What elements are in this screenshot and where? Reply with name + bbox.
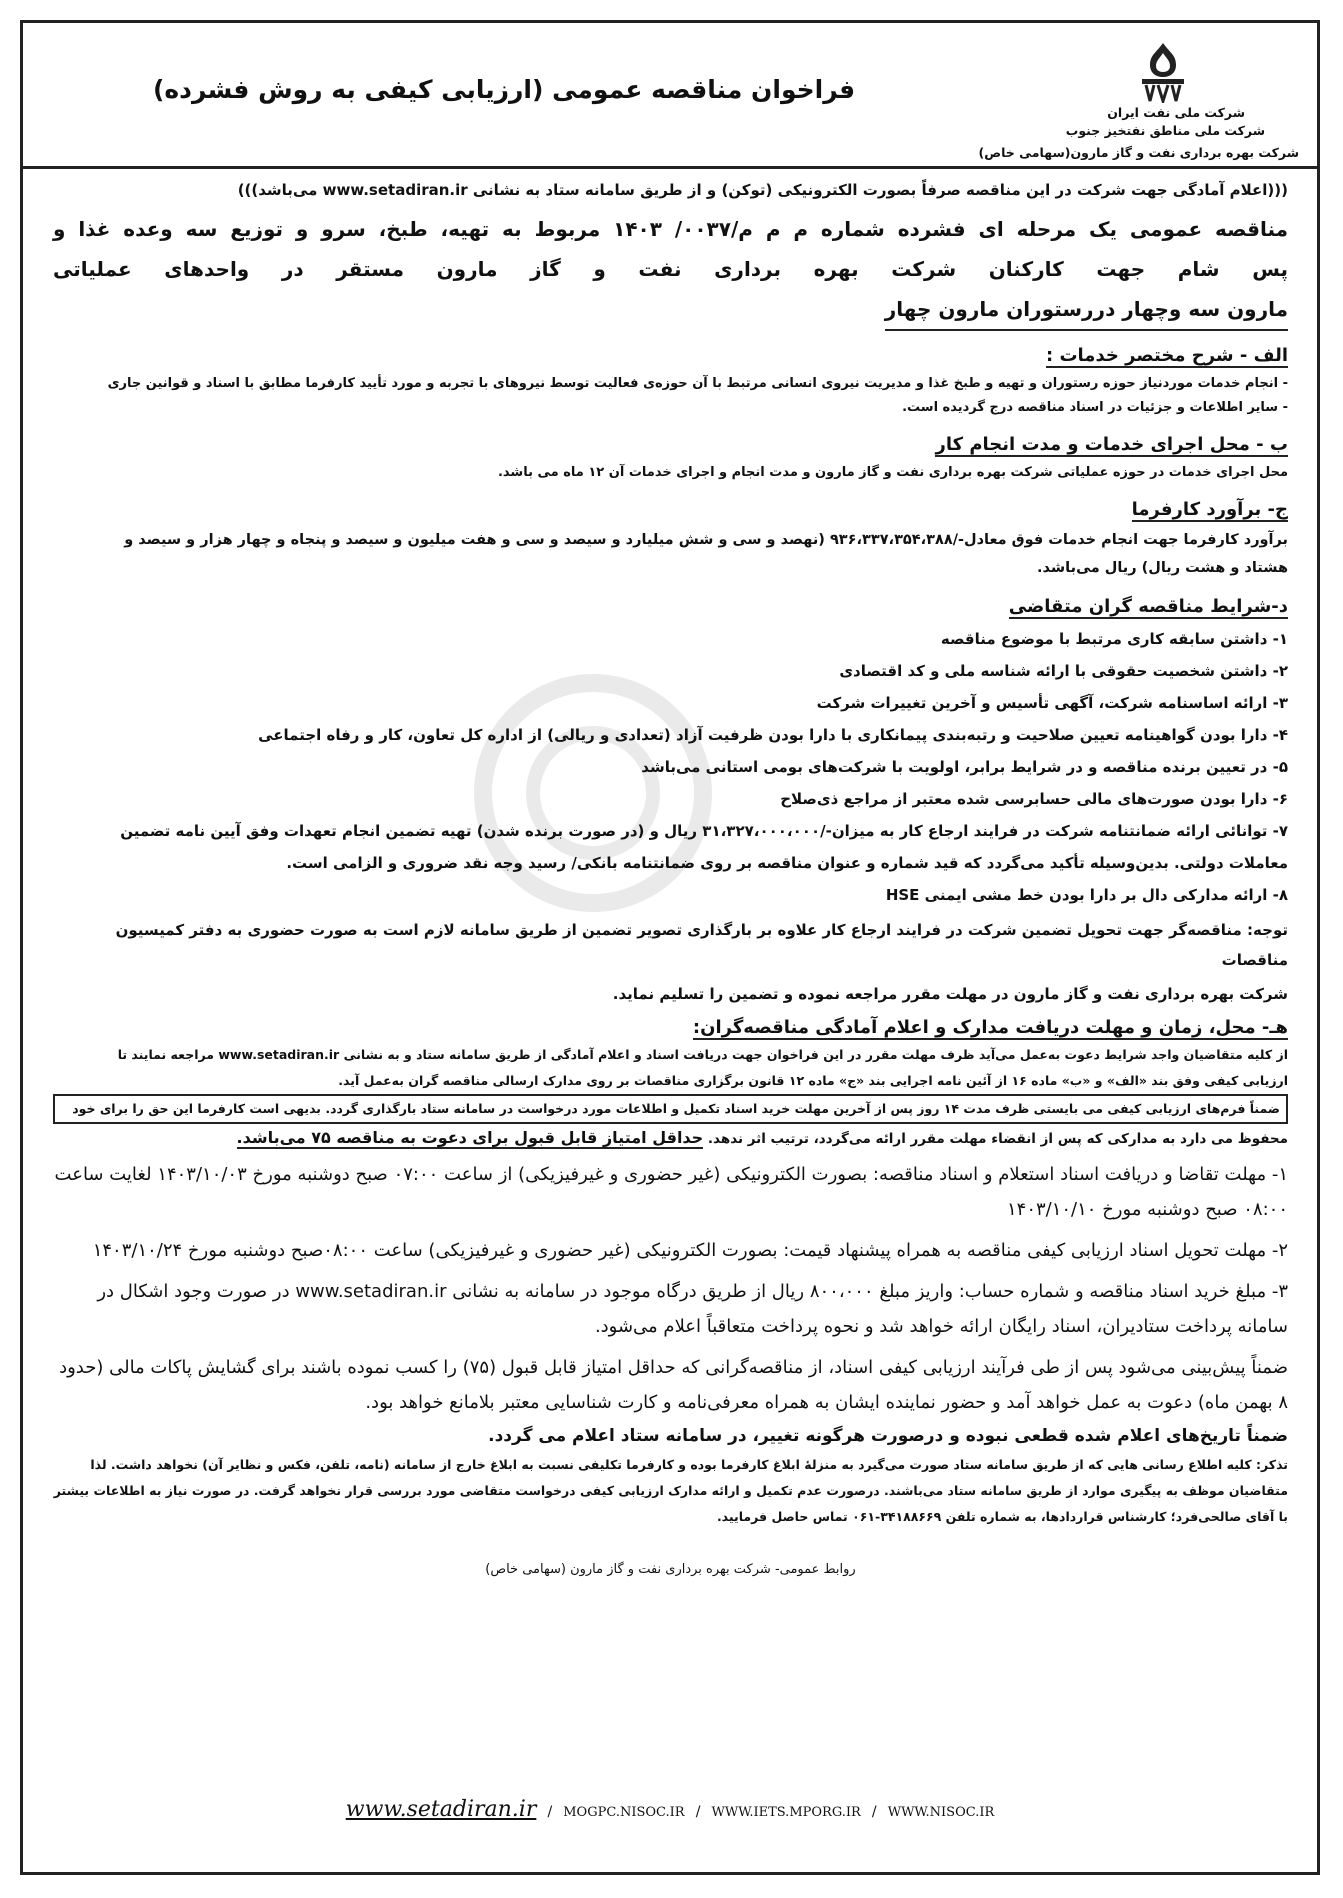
- footer: [23, 1797, 1317, 1822]
- company-name-maroon: شرکت بهره برداری نفت و گاز مارون(سهامی خاص): [978, 145, 1299, 160]
- section-a-line-1: - انجام خدمات موردنیاز حوزه رستوران و تهیه و طبخ غذا و مدیریت نیروی انسانی مرتبط با آن حوزه‌ی فعالیت توسط نیروهای با تجربه و مورد تأیید کارفرما مطابق با اسناد و قوانین جاری: [107, 376, 1288, 391]
- footer-link-nisoc[interactable]: WWW.NISOC.IR: [887, 1805, 995, 1820]
- nioc-logo-icon: [1128, 41, 1198, 103]
- footer-link-mogpc[interactable]: MOGPC.NISOC.IR: [563, 1805, 685, 1820]
- company-name-nioc: شرکت ملی نفت ایران: [1107, 105, 1245, 120]
- list-item-7-line-1: ۷- توانائی ارائه ضمانتنامه شرکت در فرایند ارجاع کار به میزان-/۳۱،۳۲۷،۰۰۰،۰۰۰ ریال و (در صورت برنده شدن) تهیه تضمین انجام تعهدات وفق آیین نامه تضمین: [120, 822, 1288, 840]
- section-a-title: الف - شرح مختصر خدمات :: [1046, 345, 1288, 366]
- section-c-title: ج- برآورد کارفرما: [1131, 499, 1288, 520]
- list-item-8: ۸- ارائه مدارکی دال بر دارا بودن خط مشی ایمنی HSE: [885, 886, 1288, 904]
- list-item-7-line-2: معاملات دولتی. بدین‌وسیله تأکید می‌گردد که قید شماره و عنوان مناقصه بر روی ضمانتنامه بانکی/ رسید وجه نقد ضروری و الزامی است.: [286, 854, 1288, 872]
- footer-link-iets[interactable]: WWW.IETS.MPORG.IR: [711, 1805, 861, 1820]
- deadline-3: ۳- مبلغ خرید اسناد مناقصه و شماره حساب: واریز مبلغ ۸۰۰،۰۰۰ ریال از طریق درگاه موجود در سامانه به نشانی www.setadiran.ir در صورت وجود اشکال در سامانه پرداخت ستادیران، اسناد رایگان ارائه خواهد شد و نحوه پرداخت متعاقباً اعلام می‌شود.: [97, 1281, 1288, 1337]
- list-item: ۶- دارا بودن صورت‌های مالی حسابرسی شده معتبر از مراجع ذی‌صلاح: [780, 790, 1288, 808]
- list-item: ۱- داشتن سابقه کاری مرتبط با موضوع مناقصه: [940, 630, 1288, 648]
- section-h-title: هـ- محل، زمان و مهلت دریافت مدارک و اعلام آمادگی مناقصه‌گران:: [692, 1017, 1288, 1038]
- section-d-title: د-شرایط مناقصه گران متقاضی: [1008, 596, 1288, 617]
- company-block: [978, 37, 1303, 162]
- section-h-boxed-line: ضمناً فرم‌های ارزیابی کیفی می بایستی ظرف مدت ۱۴ روز پس از آخرین مهلت خرید اسناد تکمیل و اطلاعات مورد درخواست در سامانه ستاد بارگذاری گردد. بدیهی است کارفرما این حق را برای خود: [53, 1094, 1288, 1124]
- document-frame: [20, 20, 1320, 1875]
- section-a-line-2: - سایر اطلاعات و جزئیات در اسناد مناقصه درج گردیده است.: [902, 400, 1288, 415]
- header: [23, 23, 1317, 169]
- note-line-2: شرکت بهره برداری نفت و گاز مارون در مهلت مقرر مراجعه نموده و تضمین را تسلیم نماید.: [612, 985, 1288, 1003]
- deadline-2: ۲- مهلت تحویل اسناد ارزیابی کیفی مناقصه به همراه پیشنهاد قیمت: بصورت الکترونیکی (غیر حضوری و غیرفیزیکی) ساعت ۰۸:۰۰صبح دوشنبه مورخ ۱۴۰۳/۱۰/۲۴: [92, 1240, 1288, 1261]
- section-h-line-1: از کلیه متقاضیان واجد شرایط دعوت به‌عمل می‌آید ظرف مهلت مقرر در این فراخوان جهت دریافت اسناد و اعلام آمادگی از طریق سامانه ستاد و به نشانی www.setadiran.ir مراجعه نمایند تا: [117, 1047, 1288, 1062]
- section-c-line-2: هشتاد و هشت ریال) ریال می‌باشد.: [1037, 560, 1288, 576]
- dates-warning: ضمناً تاریخ‌های اعلام شده قطعی نبوده و درصورت هرگونه تغییر، در سامانه ستاد اعلام می گردد.: [488, 1426, 1288, 1446]
- public-relations-signature: روابط عمومی- شرکت بهره برداری نفت و گاز مارون (سهامی خاص): [485, 1562, 856, 1577]
- list-item: ۳- ارائه اساسنامه شرکت، آگهی تأسیس و آخرین تغییرات شرکت: [816, 694, 1288, 712]
- deadline-1: ۱- مهلت تقاضا و دریافت اسناد استعلام و اسناد مناقصه: بصورت الکترونیکی (غیر حضوری و غیرفیزیکی) از ساعت ۰۷:۰۰ صبح دوشنبه مورخ ۱۴۰۳/۱۰/۰۳ لغایت ساعت ۰۸:۰۰ صبح دوشنبه مورخ ۱۴۰۳/۱۰/۱۰: [54, 1164, 1288, 1220]
- section-h-line-2: ارزیابی کیفی وفق بند «الف» و «ب» ماده ۱۶ از آئین نامه اجرایی بند «ج» ماده ۱۲ قانون برگزاری مناقصات بر روی مدارک ارسالی مناقصه گران به‌عمل آید.: [338, 1073, 1288, 1088]
- company-name-nisoc: شرکت ملی مناطق نفتخیز جنوب: [1065, 123, 1265, 138]
- section-h-line-3: محفوظ می دارد به مدارکی که پس از انقضاء مهلت مقرر ارائه می‌گردد، ترتیب اثر ندهد. حداقل امتیاز قابل قبول برای دعوت به مناقصه ۷۵ می‌باشد.: [236, 1128, 1288, 1147]
- note-line-1: توجه: مناقصه‌گر جهت تحویل تضمین شرکت در فرایند ارجاع کار علاوه بر بارگذاری تصویر تضمین از طریق سامانه لازم است به صورت حضوری به دفتر کمیسیون مناقصات: [115, 921, 1288, 969]
- list-item: ۵- در تعیین برنده مناقصه و در شرایط برابر، اولویت با شرکت‌های بومی استانی می‌باشد: [641, 758, 1288, 776]
- setad-notice: (((اعلام آمادگی جهت شرکت در این مناقصه صرفاً بصورت الکترونیکی (توکن) و از طریق سامانه ستاد به نشانی www.setadiran.ir می‌باشد))): [237, 181, 1288, 199]
- page-title: فراخوان مناقصه عمومی (ارزیابی کیفی به روش فشرده): [153, 75, 856, 104]
- section-b-line-1: محل اجرای خدمات در حوزه عملیاتی شرکت بهره برداری نفت و گاز مارون و مدت انجام و اجرای خدمات آن ۱۲ ماه می باشد.: [497, 465, 1288, 480]
- footer-separator: /: [871, 1804, 877, 1820]
- deadline-4: ضمناً پیش‌بینی می‌شود پس از طی فرآیند ارزیابی کیفی اسناد، از مناقصه‌گرانی که حداقل امتیاز قابل قبول (۷۵) را کسب نموده باشند برای گشایش پاکات مالی (حدود ۸ بهمن ماه) دعوت به عمل خواهد آمد و حضور نماینده ایشان به همراه معرفی‌نامه و کارت شناسایی معتبر بلامانع خواهد بود.: [59, 1357, 1288, 1413]
- content: [53, 181, 1288, 1577]
- section-c-line-1: برآورد کارفرما جهت انجام خدمات فوق معادل-/۹۳۶،۳۳۷،۳۵۴،۳۸۸ (نهصد و سی و شش میلیارد و سیصد و سی و هفت میلیون و سیصد و پنجاه و چهار هزار و سیصد و: [124, 532, 1288, 548]
- subject-line-2: پس شام جهت کارکنان شرکت بهره برداری نفت و گاز مارون مستقر در واحدهای عملیاتی: [53, 257, 1288, 281]
- footer-separator: /: [547, 1804, 553, 1820]
- subject-line-1: مناقصه عمومی یک مرحله ای فشرده شماره م م م/۰۰۳۷/ ۱۴۰۳ مربوط به تهیه، طبخ، سرو و توزیع سه وعده غذا و: [53, 217, 1289, 241]
- footer-link-setad[interactable]: www.setadiran.ir: [345, 1797, 537, 1822]
- list-item: ۴- دارا بودن گواهینامه تعیین صلاحیت و رتبه‌بندی پیمانکاری با دارا بودن ظرفیت آزاد (تعدادی و ریالی) از اداره کل تعاون، کار و رفاه اجتماعی: [258, 726, 1288, 744]
- tazakor-note: تذکر: کلیه اطلاع رسانی هایی که از طریق سامانه ستاد صورت می‌گیرد به منزلهٔ ابلاغ کارفرما بوده و کارفرما تکلیفی نسبت به ابلاغ خارج از سامانه (نامه، تلفن، فکس و نظایر آن) نخواهد داشت. لذا متقاضیان موظف به پیگیری موارد از طریق سامانه ستاد می‌باشند. درصورت عدم تکمیل و ارائه مدارک ارزیابی کیفی درخواست متقاضی مورد بررسی قرار نخواهد گرفت. در صورت نیاز به اطلاعات بیشتر با آقای صالحی‌فرد؛ کارشناس قراردادها، به شماره تلفن ۳۴۱۸۸۶۶۹-۰۶۱ تماس حاصل فرمایید.: [53, 1457, 1288, 1524]
- section-b-title: ب - محل اجرای خدمات و مدت انجام کار: [935, 434, 1288, 455]
- list-item: ۲- داشتن شخصیت حقوقی با ارائه شناسه ملی و کد اقتصادی: [839, 662, 1288, 680]
- footer-separator: /: [695, 1804, 701, 1820]
- subject-line-3: مارون سه وچهار دررستوران مارون چهار: [885, 289, 1288, 331]
